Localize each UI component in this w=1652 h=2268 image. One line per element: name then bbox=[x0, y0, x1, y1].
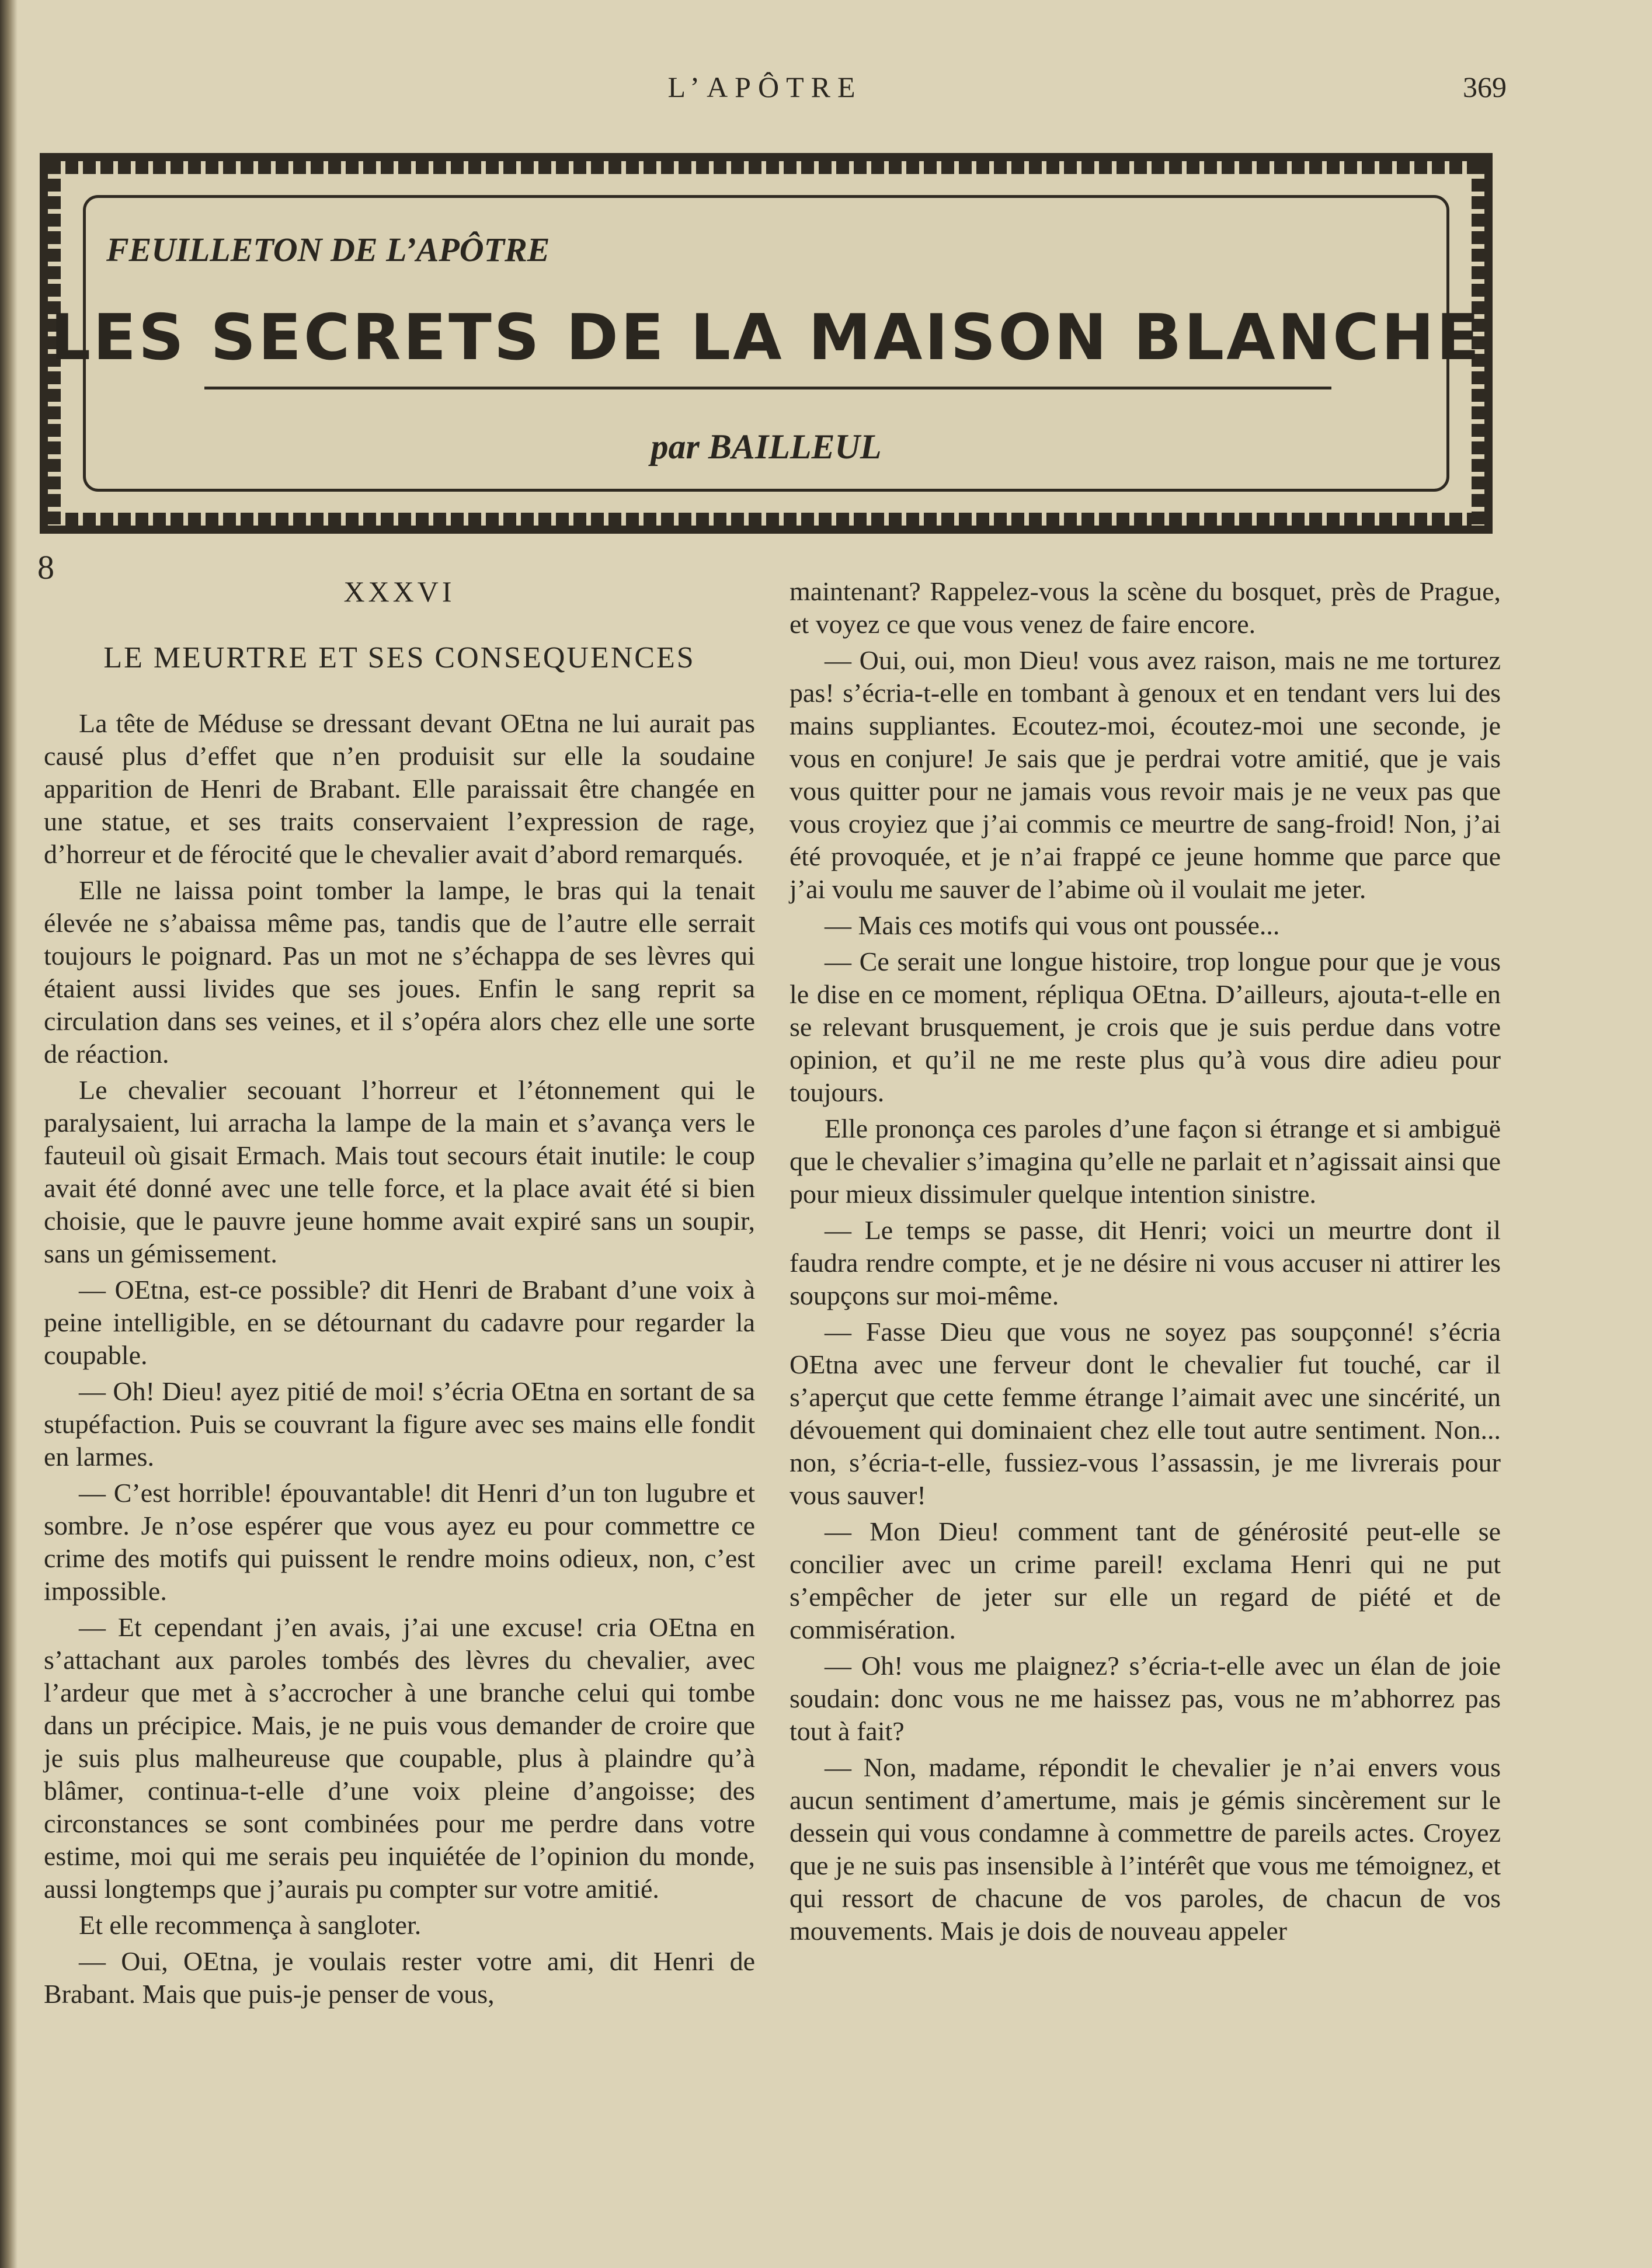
byline: par BAILLEUL bbox=[651, 427, 882, 466]
left-column bbox=[44, 575, 755, 2014]
paragraph: — Oh! vous me plaignez? s’écria-t-elle avec un élan de joie soudain: donc vous ne me haissez pas, vous ne m’abhorrez pas tout à fait? bbox=[790, 1651, 1501, 1746]
paragraph: La tête de Méduse se dressant devant OEtna ne lui aurait pas causé plus d’effet que n’en produisit sur elle la soudaine apparition de Henri de Brabant. Elle paraissait être changée en une statue, et ses traits conservaient l’expression de rage, d’horreur et de férocité que le chevalier avait d’abord remarqués. bbox=[44, 708, 755, 869]
banner-border-bottom bbox=[48, 513, 1484, 526]
paragraph: maintenant? Rappelez-vous la scène du bosquet, près de Prague, et voyez ce que vous venez de faire encore. bbox=[790, 576, 1501, 639]
paragraph: — Le temps se passe, dit Henri; voici un meurtre dont il faudra rendre compte, et je ne désire ni vous accuser ni attirer les soupçons sur moi-même. bbox=[790, 1215, 1501, 1310]
paragraph: — Oh! Dieu! ayez pitié de moi! s’écria OEtna en sortant de sa stupéfaction. Puis se couvrant la figure avec ses mains elle fondit en larmes. bbox=[44, 1376, 755, 1472]
paragraph: Et elle recommença à sangloter. bbox=[79, 1910, 422, 1940]
signature-mark: 8 bbox=[37, 548, 54, 586]
banner-border-top bbox=[48, 161, 1484, 174]
title-underline bbox=[204, 383, 1331, 389]
paragraph: — Oui, oui, mon Dieu! vous avez raison, mais ne me torturez pas! s’écria-t-elle en tombant à genoux et en tendant vers lui des mains suppliantes. Ecoutez-moi, écoutez-moi une seconde, je vous en conjure! Je sais que je perdrai votre amitié, que je vais vous quitter pour ne jamais vous revoir mais je ne veux pas que vous croyiez que j’ai commis ce meurtre de sang-froid! Non, j’ai été provoquée, et je n’ai frappé ce jeune homme que parce que j’ai voulu me sauver de l’abime où il voulait me jeter. bbox=[790, 645, 1501, 904]
serial-title: LES SECRETS DE LA MAISON BLANCHE bbox=[50, 301, 1482, 374]
section-label: FEUILLETON DE L’APÔTRE bbox=[106, 231, 550, 269]
right-column bbox=[790, 575, 1501, 1951]
chapter-title: LE MEURTRE ET SES CONSEQUENCES bbox=[103, 641, 695, 674]
paragraph: — Non, madame, répondit le chevalier je n’ai envers vous aucun sentiment d’amertume, mais je gémis sincèrement sur le dessein qui vous condamne à commettre de pareils actes. Croyez que je ne suis pas insensible à l’intérêt que vous me témoignez, et qui ressort de chacune de vos paroles, de chacun de vos mouvements. Mais je dois de nouveau appeler bbox=[790, 1752, 1501, 1946]
paragraph: Le chevalier secouant l’horreur et l’étonnement qui le paralysaient, lui arracha la lampe de la main et s’avança vers le fauteuil où gisait Ermach. Mais tout secours était inutile: le coup avait été donné avec une telle force, et la place avait été si bien choisie, que le pauvre jeune homme avait expiré sans un soupir, sans un gémissement. bbox=[44, 1075, 755, 1268]
paragraph: — Ce serait une longue histoire, trop longue pour que je vous le dise en ce moment, répliqua OEtna. D’ailleurs, ajouta-t-elle en se relevant brusquement, je crois que je suis perdue dans votre opinion, et qu’il ne me reste plus qu’à vous dire adieu pour toujours. bbox=[790, 947, 1501, 1107]
paragraph: — Mais ces motifs qui vous ont poussée... bbox=[825, 910, 1280, 940]
paragraph: — OEtna, est-ce possible? dit Henri de Brabant d’une voix à peine intelligible, en se détournant du cadavre pour regarder la coupable. bbox=[44, 1275, 755, 1370]
paragraph: Elle prononça ces paroles d’une façon si étrange et si ambiguë que le chevalier s’imagina qu’elle ne parlait et n’agissait ainsi que pour mieux dissimuler quelque intention sinistre. bbox=[790, 1114, 1501, 1209]
paragraph: Elle ne laissa point tomber la lampe, le bras qui la tenait élevée ne s’abaissa même pas, tandis que de l’autre elle serrait toujours le poignard. Pas un mot ne s’échappa de ses lèvres qui étaient aussi livides que ses joues. Enfin le sang reprit sa circulation dans ses veines, et il s’opéra alors chez elle une sorte de réaction. bbox=[44, 875, 755, 1069]
paragraph: — C’est horrible! épouvantable! dit Henri d’un ton lugubre et sombre. Je n’ose espérer que vous ayez eu pour commettre ce crime des motifs qui puissent le rendre moins odieux, non, c’est impossible. bbox=[44, 1478, 755, 1606]
paragraph: — Fasse Dieu que vous ne soyez pas soupçonné! s’écria OEtna avec une ferveur dont le chevalier fut touché, car il s’aperçut que cette femme étrange l’aimait avec une sincérité, un dévouement qui dominaient chez elle tout autre sentiment. Non... non, s’écria-t-elle, fussiez-vous l’assassin, je me livrerais pour vous sauver! bbox=[790, 1317, 1501, 1510]
binding-shadow bbox=[0, 0, 18, 2268]
running-head: L’APÔTRE bbox=[667, 71, 862, 103]
feuilleton-banner bbox=[40, 153, 1493, 534]
paragraph: — Mon Dieu! comment tant de générosité peut-elle se concilier avec un crime pareil! exclama Henri qui ne put s’empêcher de jeter sur elle un regard de piété et de commisération. bbox=[790, 1516, 1501, 1644]
chapter-number: XXXVI bbox=[343, 575, 455, 608]
paragraph: — Oui, OEtna, je voulais rester votre ami, dit Henri de Brabant. Mais que puis-je penser de vous, bbox=[44, 1946, 755, 2009]
page-number: 369 bbox=[1463, 71, 1507, 103]
paragraph: — Et cependant j’en avais, j’ai une excuse! cria OEtna en s’attachant aux paroles tombés des lèvres du chevalier, avec l’ardeur que met à s’accrocher à une branche celui qui tombe dans un précipice. Mais, je ne puis vous demander de croire que je suis plus malheureuse que coupable, plus à plaindre qu’à blâmer, continua-t-elle d’une voix pleine d’angoisse; des circonstances se sont combinées pour me perdre dans votre estime, moi qui me serais peu inquiétée de l’opinion du monde, aussi longtemps que j’aurais pu compter sur votre amitié. bbox=[44, 1612, 755, 1904]
